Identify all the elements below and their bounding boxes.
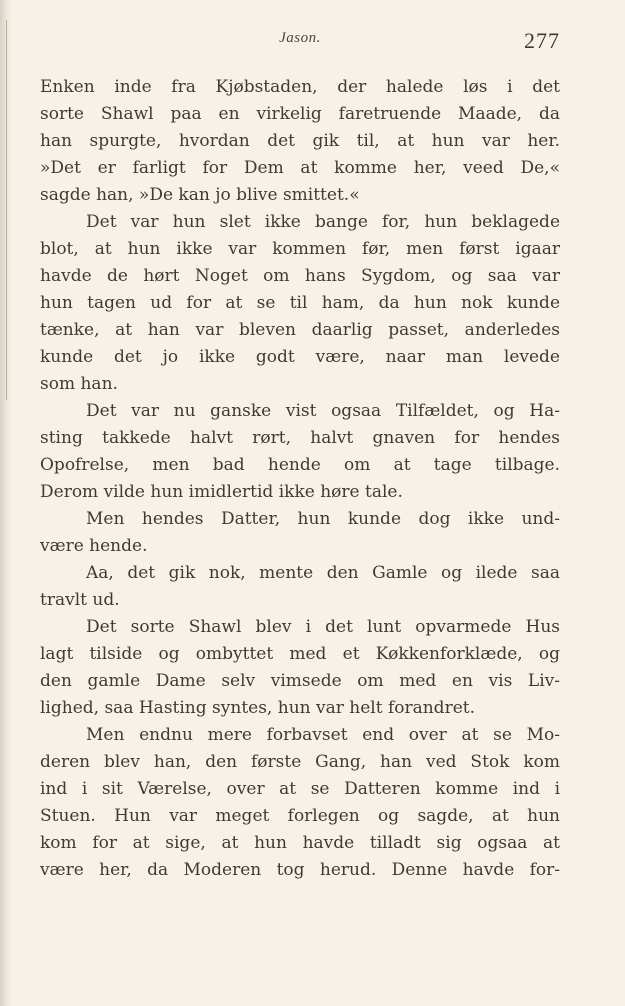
text-line: være hende. xyxy=(40,536,148,556)
text-line: blot, at hun ikke var kommen før, men først igaar xyxy=(40,239,560,259)
text-line: Derom vilde hun imidlertid ikke høre tale. xyxy=(40,482,403,502)
text-line: Opofrelse, men bad hende om at tage tilbage. xyxy=(40,455,560,475)
text-line: Men endnu mere forbavset end over at se Mo- xyxy=(86,725,560,745)
text-line: Enken inde fra Kjøbstaden, der halede løs i det xyxy=(40,77,560,97)
text-line: hun tagen ud for at se til ham, da hun nok kunde xyxy=(40,293,560,313)
text-line: lighed, saa Hasting syntes, hun var helt forandret. xyxy=(40,698,475,718)
text-line: kunde det jo ikke godt være, naar man levede xyxy=(40,347,560,367)
text-line: ind i sit Værelse, over at se Datteren komme ind i xyxy=(40,779,560,799)
text-line: Det sorte Shawl blev i det lunt opvarmede Hus xyxy=(86,617,560,637)
text-line: kom for at sige, at hun havde tilladt sig ogsaa at xyxy=(40,833,560,853)
text-line: sting takkede halvt rørt, halvt gnaven for hendes xyxy=(40,428,560,448)
text-line: travlt ud. xyxy=(40,590,120,610)
text-line: den gamle Dame selv vimsede om med en vis Liv- xyxy=(40,671,560,691)
text-line: Aa, det gik nok, mente den Gamle og ilede saa xyxy=(86,563,560,583)
text-line: lagt tilside og ombyttet med et Køkkenforklæde, og xyxy=(40,644,560,664)
text-line: sorte Shawl paa en virkelig faretruende Maade, da xyxy=(40,104,560,124)
text-line: Det var nu ganske vist ogsaa Tilfældet, og Ha- xyxy=(86,401,560,421)
running-title: Jason. xyxy=(279,30,321,46)
body-text xyxy=(40,74,560,884)
page-number: 277 xyxy=(524,28,560,53)
page-header xyxy=(40,28,560,58)
text-line: han spurgte, hvordan det gik til, at hun var her. xyxy=(40,131,560,151)
text-line: Stuen. Hun var meget forlegen og sagde, at hun xyxy=(40,806,560,826)
text-line: havde de hørt Noget om hans Sygdom, og saa var xyxy=(40,266,560,286)
text-line: »Det er farligt for Dem at komme her, veed De,« xyxy=(40,158,560,178)
text-line: sagde han, »De kan jo blive smittet.« xyxy=(40,185,360,205)
text-line: som han. xyxy=(40,374,118,394)
text-line: deren blev han, den første Gang, han ved Stok kom xyxy=(40,752,560,772)
binding-edge xyxy=(6,20,7,400)
text-line: Det var hun slet ikke bange for, hun beklagede xyxy=(86,212,560,232)
text-line: være her, da Moderen tog herud. Denne havde for- xyxy=(40,860,560,880)
text-line: Men hendes Datter, hun kunde dog ikke und- xyxy=(86,509,560,529)
text-line: tænke, at han var bleven daarlig passet, anderledes xyxy=(40,320,560,340)
